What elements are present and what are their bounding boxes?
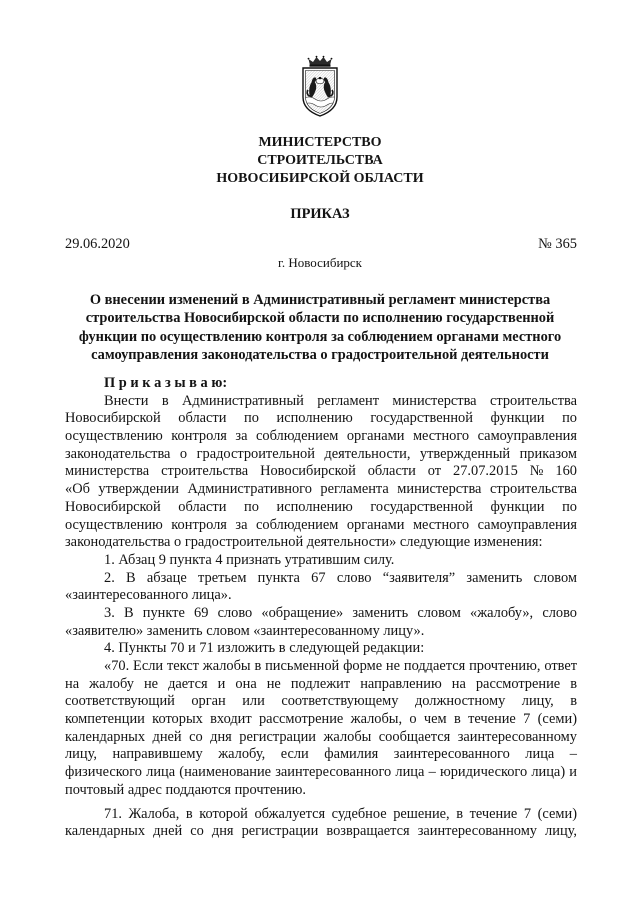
document-subject-title — [0, 291, 640, 365]
text-line: 1. Абзац 9 пункта 4 признать утратившим силу. — [104, 551, 395, 568]
list-item-3 — [65, 605, 577, 640]
order-verb: П р и к а з ы в а ю: — [104, 375, 228, 391]
text-line: календарных дней со дня регистрации возвращается заинтересованному лицу, — [65, 823, 577, 840]
list-item-1 — [65, 552, 577, 570]
text-line: физического лица (наименование заинтересованного лица – юридического лица) и — [65, 764, 577, 781]
text-line: осуществлению контроля за соблюдением органами местного самоуправления — [65, 428, 577, 445]
document-number: № 365 — [538, 236, 577, 252]
list-item-4 — [65, 640, 577, 658]
paragraph-clause-71 — [65, 806, 577, 841]
coat-of-arms-emblem — [299, 55, 341, 117]
document-city: г. Новосибирск — [277, 255, 362, 270]
text-line: министерства строительства Новосибирской области от 27.07.2015 № 160 — [65, 463, 577, 480]
date-number-row — [65, 235, 577, 253]
text-line: почтовый адрес поддаются прочтению. — [65, 781, 306, 798]
subject-title-line: функции по осуществлению контроля за соблюдением органами местного — [78, 328, 562, 345]
text-line: 3. В пункте 69 слово «обращение» заменить словом «жалобу», слово — [104, 604, 577, 621]
ministry-name-line: СТРОИТЕЛЬСТВА — [257, 153, 383, 168]
ministry-name-line: МИНИСТЕРСТВО — [258, 135, 382, 150]
text-line: «заинтересованного лица». — [65, 587, 232, 604]
subject-title-line: самоуправления законодательства о градостроительной деятельности — [91, 347, 549, 364]
text-line: Новосибирской области по исполнению государственной функции по — [65, 498, 577, 515]
text-line: 2. В абзаце третьем пункта 67 слово “заявителя” заменить словом — [104, 569, 577, 586]
subject-title-line: О внесении изменений в Административный регламент министерства — [89, 292, 551, 308]
text-line: 71. Жалоба, в которой обжалуется судебное решение, в течение 7 (семи) — [104, 805, 577, 822]
ministry-name-line: НОВОСИБИРСКОЙ ОБЛАСТИ — [216, 171, 424, 186]
text-line: лицу, направившему жалобу, если фамилия заинтересованного лица – — [65, 746, 577, 763]
text-line: Новосибирской области по исполнению государственной функции по — [65, 410, 577, 427]
text-line: законодательства о градостроительной деятельности» следующие изменения: — [65, 534, 543, 551]
paragraph-amendment-intro — [65, 393, 577, 552]
subject-title-line: строительства Новосибирской области по исполнению государственной — [85, 310, 555, 327]
document-date: 29.06.2020 — [65, 236, 130, 252]
ministry-name — [0, 134, 640, 188]
document-type-title: ПРИКАЗ — [290, 206, 350, 222]
list-item-2 — [65, 570, 577, 605]
text-line: на жалобу не дается и она не подлежит направлению на рассмотрение в — [65, 675, 577, 692]
text-line: «заявителю» заменить словом «заинтересованному лицу». — [65, 622, 425, 639]
text-line: соответствующий орган или соответствующему должностному лицу, в — [65, 693, 577, 710]
text-line: «Об утверждении Административного регламента министерства строительства — [65, 481, 577, 498]
text-line: Внести в Административный регламент министерства строительства — [104, 392, 577, 409]
text-line: «70. Если текст жалобы в письменной форме не поддается прочтению, ответ — [104, 658, 577, 674]
text-line: календарных дней со дня регистрации жалобы сообщается заинтересованному — [65, 728, 577, 745]
text-line: осуществлению контроля за соблюдением органами местного самоуправления — [65, 516, 577, 533]
paragraph-clause-70 — [65, 658, 577, 800]
order-body — [65, 375, 577, 841]
text-line: 4. Пункты 70 и 71 изложить в следующей редакции: — [104, 640, 425, 657]
text-line: компетенции которых входит рассмотрение жалобы, о чем в течение 7 (семи) — [65, 711, 577, 728]
text-line: законодательства о градостроительной деятельности, утвержденный приказом — [65, 445, 577, 462]
